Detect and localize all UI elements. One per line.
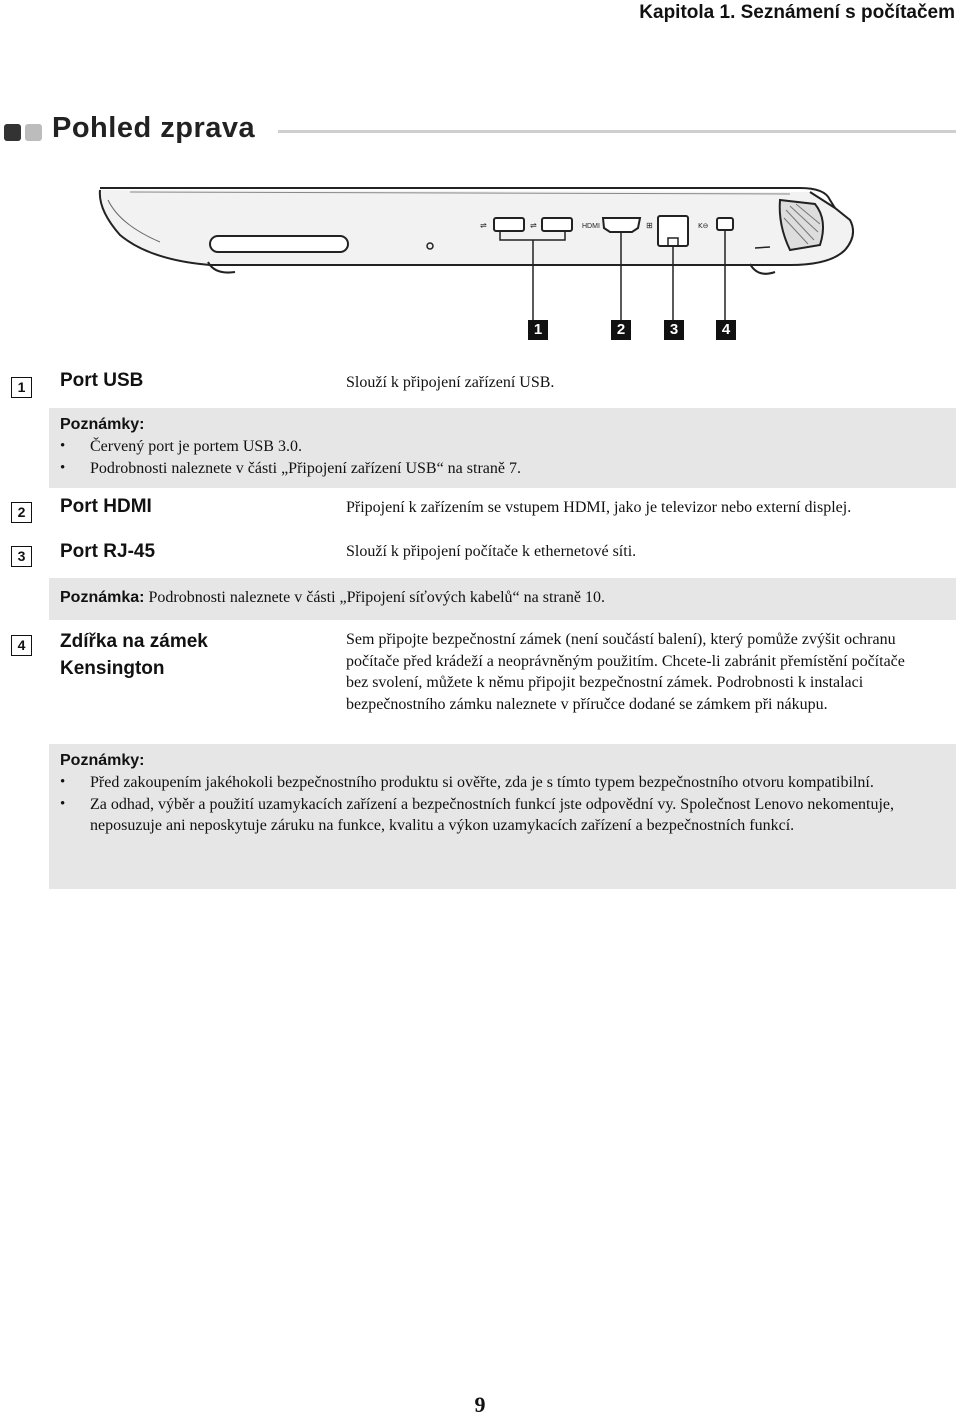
item-term-hdmi: Port HDMI	[60, 496, 152, 517]
item-term-usb: Port USB	[60, 370, 144, 391]
notes-usb	[49, 408, 956, 488]
hdmi-label: HDMI	[582, 223, 600, 230]
list-item: • Před zakoupením jakéhokoli bezpečnostního produktu si ověřte, zda je s tímto typem bezpečnostního otvoru kompatibilní.	[60, 772, 946, 794]
section-title: Pohled zprava	[52, 112, 256, 144]
item-term-rj45: Port RJ-45	[60, 541, 156, 562]
section-bullet-light	[25, 124, 42, 141]
notes-usb-list	[60, 436, 946, 479]
page-number: 9	[474, 1392, 486, 1417]
note-rj45-heading: Poznámka:	[60, 589, 145, 606]
item-marker-2: 2	[11, 502, 32, 523]
notes-usb-heading: Poznámky:	[60, 416, 145, 433]
callout-4: 4	[716, 320, 736, 340]
chapter-header: Kapitola 1. Seznámení s počítačem	[639, 2, 955, 23]
item-marker-3: 3	[11, 546, 32, 567]
callout-1: 1	[528, 320, 548, 340]
list-item: • Červený port je portem USB 3.0.	[60, 436, 946, 458]
note-rj45-text: Podrobnosti naleznete v části „Připojení síťových kabelů“ na straně 10.	[148, 589, 605, 606]
item-term-kensington-line2: Kensington	[60, 658, 165, 679]
list-item: • Podrobnosti naleznete v části „Připojení zařízení USB“ na straně 7.	[60, 458, 946, 480]
list-item: • Za odhad, výběr a použití uzamykacích zařízení a bezpečnostních funkcí jste odpovědní vy. Společnost Lenovo nekomentuje, neposuzuje ani neposkytuje záruku na funkce, kvalitu a výkon uzamykacích zařízení a bezpečnostních funkcí.	[60, 794, 946, 837]
notes-lock	[49, 744, 956, 889]
item-term-kensington-line1: Zdířka na zámek	[60, 631, 208, 652]
svg-text:⇌: ⇌	[480, 221, 487, 230]
notes-lock-list	[60, 772, 946, 837]
section-bullet-dark	[4, 124, 21, 141]
item-marker-4: 4	[11, 635, 32, 656]
item-desc-usb: Slouží k připojení zařízení USB.	[346, 374, 555, 391]
laptop-right-side-illustration	[90, 180, 865, 350]
note-rj45	[49, 578, 956, 620]
notes-lock-heading: Poznámky:	[60, 752, 145, 769]
svg-text:⊞: ⊞	[646, 221, 653, 230]
callout-3: 3	[664, 320, 684, 340]
callout-2: 2	[611, 320, 631, 340]
item-desc-hdmi: Připojení k zařízením se vstupem HDMI, jako je televizor nebo externí displej.	[346, 499, 852, 516]
item-desc-rj45: Slouží k připojení počítače k ethernetové síti.	[346, 543, 637, 560]
section-rule	[278, 130, 956, 133]
item-desc-kensington: Sem připojte bezpečnostní zámek (není součástí balení), který pomůže zvýšit ochranu počítače před krádeží a neoprávněným použitím. Chcete-li zabránit přemístění počítače bez svolení, můžete k němu připojit bezpečnostní zámek. Podrobnosti k instalaci bezpečnostního zámku naleznete v příručce dodané se zámkem při nákupu.	[346, 631, 905, 713]
item-marker-1: 1	[11, 377, 32, 398]
item-term-kensington	[60, 628, 208, 682]
svg-text:⇌: ⇌	[530, 221, 537, 230]
svg-text:K⊖: K⊖	[698, 222, 709, 230]
